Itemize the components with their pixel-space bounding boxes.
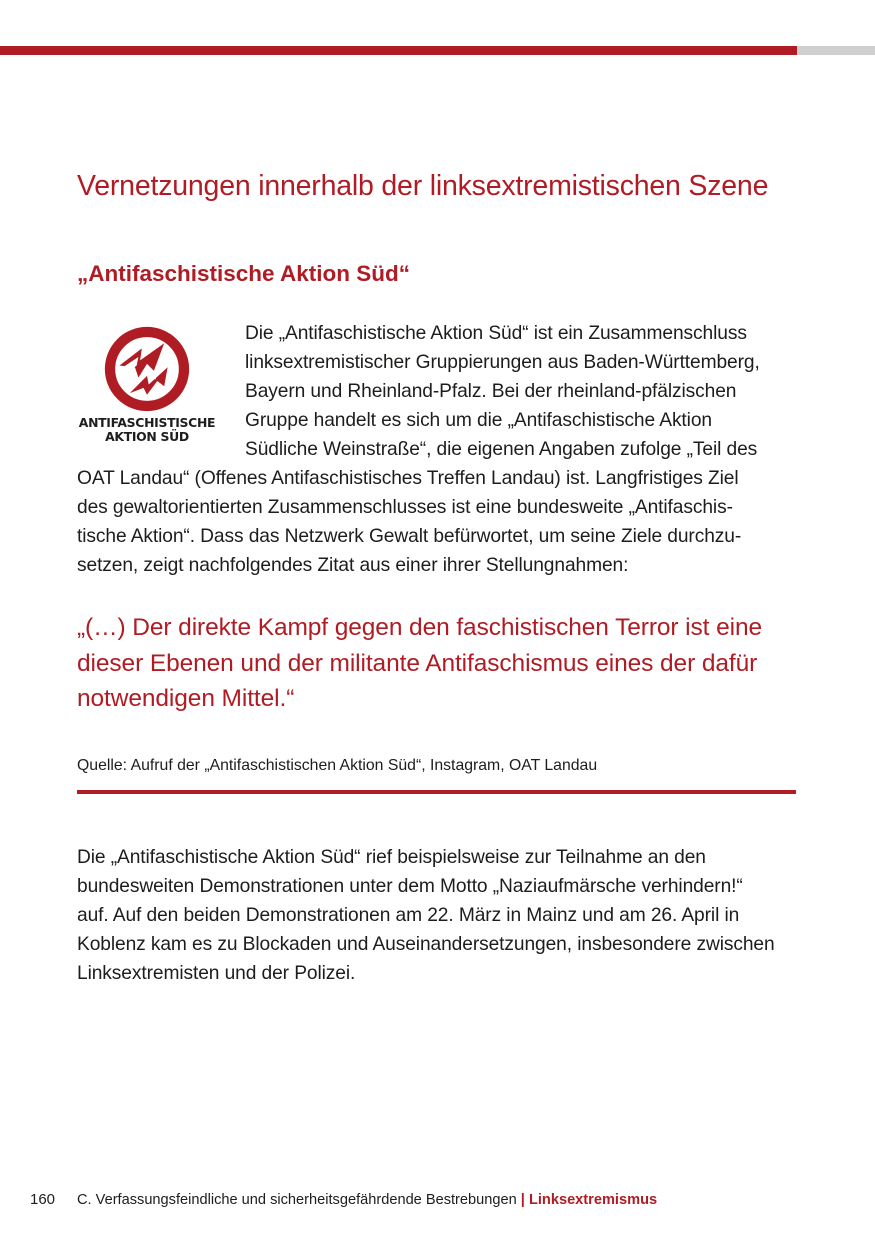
running-footer [77,1189,657,1211]
text-line: Koblenz kam es zu Blockaden und Auseinandersetzungen, insbesondere zwischen [77,934,775,955]
text-line: OAT Landau“ (Offenes Antifaschistisches Treffen Landau) ist. Langfristiges Ziel [77,468,739,489]
text-line: des gewaltorientierten Zusammenschlusses ist eine bundesweite „Antifaschis- [77,497,733,518]
quote-divider [77,790,796,794]
text-line: auf. Auf den beiden Demonstrationen am 22. März in Mainz und am 26. April in [77,905,740,926]
quote-line: dieser Ebenen und der militante Antifaschismus eines der dafür [77,649,758,677]
text-line: Südliche Weinstraße“, die eigenen Angaben zufolge „Teil des [245,439,758,460]
header-accent-bar [0,46,797,55]
text-line: tische Aktion“. Dass das Netzwerk Gewalt befürwortet, um seine Ziele durchzu- [77,526,742,547]
footer-chapter: C. Verfassungsfeindliche und sicherheitsgefährdende Bestrebungen [77,1192,517,1208]
text-line: Die „Antifaschistische Aktion Süd“ ist ein Zusammenschluss [245,323,747,344]
footer-section: Linksextremismus [528,1192,658,1208]
footer-separator: | [520,1192,525,1208]
text-line: setzen, zeigt nachfolgendes Zitat aus einer ihrer Stellungnahmen: [77,555,629,576]
text-line: Gruppe handelt es sich um die „Antifaschistische Aktion [245,410,712,431]
text-line: linksextremistischer Gruppierungen aus Baden-Württemberg, [245,352,760,373]
text-line: Bayern und Rheinland-Pfalz. Bei der rheinland-pfälzischen [245,381,737,402]
header-grey-bar [797,46,875,55]
text-line: Linksextremisten und der Polizei. [77,963,356,984]
quote-source: Quelle: Aufruf der „Antifaschistischen Aktion Süd“, Instagram, OAT Landau [77,757,598,774]
article-subheading: „Antifaschistische Aktion Süd“ [77,261,410,286]
quote-line: notwendigen Mittel.“ [77,685,295,712]
text-line: Die „Antifaschistische Aktion Süd“ rief beispielsweise zur Teilnahme an den [77,847,706,868]
page-number: 160 [30,1191,56,1208]
quote-line: „(…) Der direkte Kampf gegen den faschistischen Terror ist eine [77,614,763,641]
highlight-quote [77,610,817,717]
logo-text-line: ANTIFASCHISTISCHE [78,415,216,430]
page-title: Vernetzungen innerhalb der linksextremistischen Szene [77,170,769,202]
antifa-flag-circle-icon [104,326,190,412]
logo-text-line: AKTION SÜD [105,429,189,444]
text-line: bundesweiten Demonstrationen unter dem Motto „Naziaufmärsche verhindern!“ [77,876,743,897]
logo-wordmark [76,416,218,444]
antifa-sued-logo [76,326,218,452]
